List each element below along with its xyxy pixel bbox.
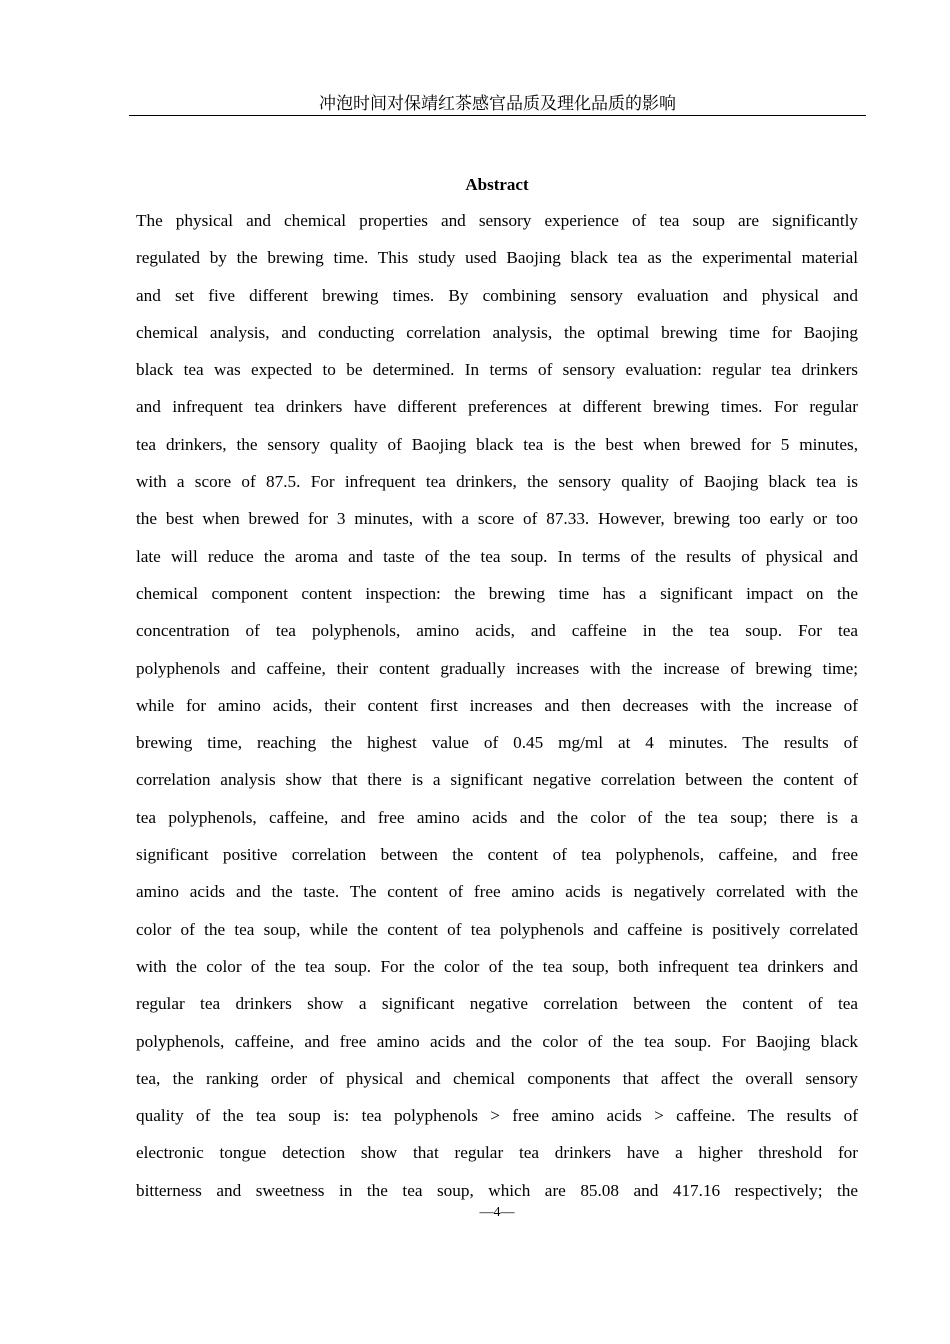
abstract-body bbox=[136, 202, 858, 1209]
abstract-line: chemical analysis, and conducting correlation analysis, the optimal brewing time for Baojing bbox=[136, 322, 858, 342]
abstract-heading: Abstract bbox=[465, 175, 529, 194]
abstract-line: and set five different brewing times. By combining sensory evaluation and physical and bbox=[136, 285, 858, 305]
abstract-line: brewing time, reaching the highest value of 0.45 mg/ml at 4 minutes. The results of bbox=[136, 733, 858, 753]
abstract-line: regular tea drinkers show a significant negative correlation between the content of tea bbox=[136, 994, 858, 1014]
abstract-line: tea drinkers, the sensory quality of Baojing black tea is the best when brewed for 5 minutes, bbox=[136, 434, 858, 454]
running-header-title: 冲泡时间对保靖红茶感官品质及理化品质的影响 bbox=[319, 94, 676, 114]
abstract-line: late will reduce the aroma and taste of the tea soup. In terms of the results of physical and bbox=[136, 546, 858, 566]
abstract-line: The physical and chemical properties and sensory experience of tea soup are significantly bbox=[136, 211, 858, 230]
abstract-line: quality of the tea soup is: tea polyphenols > free amino acids > caffeine. The results of bbox=[136, 1106, 858, 1126]
abstract-line: while for amino acids, their content first increases and then decreases with the increase of bbox=[136, 695, 858, 715]
abstract-line: with a score of 87.5. For infrequent tea drinkers, the sensory quality of Baojing black tea is bbox=[136, 472, 858, 492]
abstract-line: the best when brewed for 3 minutes, with a score of 87.33. However, brewing too early or too bbox=[136, 509, 858, 529]
abstract-line: color of the tea soup, while the content of tea polyphenols and caffeine is positively correlated bbox=[136, 919, 858, 939]
abstract-line: significant positive correlation between the content of tea polyphenols, caffeine, and free bbox=[136, 845, 858, 865]
abstract-line: polyphenols and caffeine, their content gradually increases with the increase of brewing time; bbox=[136, 658, 858, 678]
abstract-line: regulated by the brewing time. This study used Baojing black tea as the experimental material bbox=[136, 248, 858, 268]
abstract-line: amino acids and the taste. The content of free amino acids is negatively correlated with the bbox=[136, 882, 858, 902]
abstract-line: with the color of the tea soup. For the color of the tea soup, both infrequent tea drinkers and bbox=[136, 956, 858, 976]
abstract-line: tea, the ranking order of physical and chemical components that affect the overall sensory bbox=[136, 1068, 858, 1088]
abstract-line: tea polyphenols, caffeine, and free amino acids and the color of the tea soup; there is a bbox=[136, 807, 858, 827]
abstract-line: electronic tongue detection show that regular tea drinkers have a higher threshold for bbox=[136, 1143, 858, 1163]
abstract-line: correlation analysis show that there is a significant negative correlation between the content of bbox=[136, 770, 858, 790]
abstract-line: and infrequent tea drinkers have different preferences at different brewing times. For regular bbox=[136, 397, 858, 417]
abstract-line: black tea was expected to be determined. In terms of sensory evaluation: regular tea drinkers bbox=[136, 360, 858, 380]
abstract-line: concentration of tea polyphenols, amino acids, and caffeine in the tea soup. For tea bbox=[136, 621, 858, 641]
header-divider bbox=[129, 115, 866, 116]
page-number: —4— bbox=[479, 1205, 515, 1220]
abstract-line: bitterness and sweetness in the tea soup, which are 85.08 and 417.16 respectively; the bbox=[136, 1180, 858, 1200]
abstract-line: polyphenols, caffeine, and free amino acids and the color of the tea soup. For Baojing black bbox=[136, 1031, 858, 1051]
abstract-line: chemical component content inspection: the brewing time has a significant impact on the bbox=[136, 583, 858, 603]
